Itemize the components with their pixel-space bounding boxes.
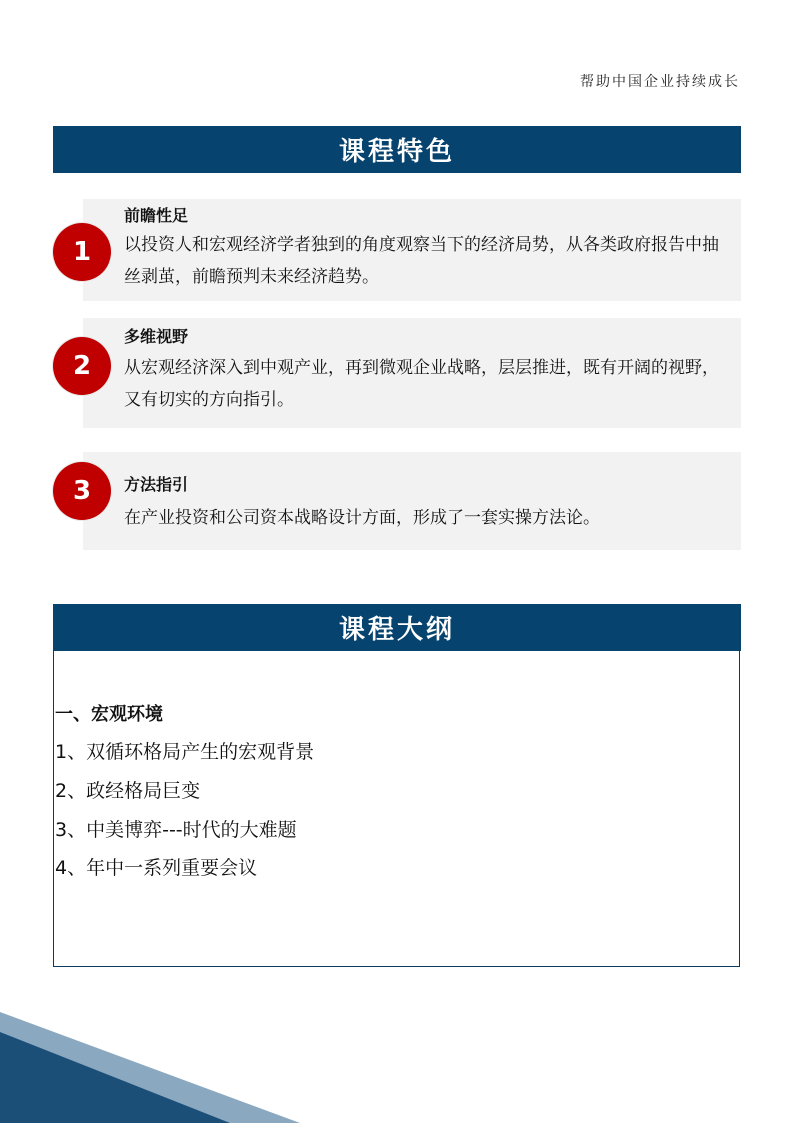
features-section-title: 课程特色 <box>338 137 455 167</box>
feature-description: 在产业投资和公司资本战略设计方面，形成了一套实操方法论。 <box>124 508 600 528</box>
outline-section-title: 课程大纲 <box>338 615 455 645</box>
outline-content-box <box>53 650 740 967</box>
feature-title: 前瞻性足 <box>124 206 189 225</box>
feature-card <box>83 199 741 301</box>
feature-description: 以投资人和宏观经济学者独到的角度观察当下的经济局势，从各类政府报告中抽丝剥茧，前瞻预判未来经济趋势。 <box>124 235 719 287</box>
feature-card <box>83 452 741 550</box>
feature-number-badge: 2 <box>53 337 111 395</box>
tagline: 帮助中国企业持续成长 <box>580 74 740 90</box>
outline-item: 4、年中一系列重要会议 <box>55 857 258 879</box>
feature-number-badge: 1 <box>53 223 111 281</box>
outline-item: 2、政经格局巨变 <box>55 780 201 802</box>
decorative-corner-shape <box>0 1000 320 1123</box>
features-section-header <box>53 126 741 173</box>
feature-card <box>83 318 741 428</box>
outline-item: 1、双循环格局产生的宏观背景 <box>55 741 315 763</box>
outline-section-header <box>53 604 741 651</box>
feature-description: 从宏观经济深入到中观产业，再到微观企业战略，层层推进，既有开阔的视野，又有切实的方向指引。 <box>124 358 719 410</box>
feature-title: 方法指引 <box>124 475 189 494</box>
outline-item: 3、中美博弈---时代的大难题 <box>55 819 297 841</box>
outline-heading: 一、宏观环境 <box>55 704 163 725</box>
feature-number-badge: 3 <box>53 462 111 520</box>
feature-title: 多维视野 <box>124 327 189 346</box>
